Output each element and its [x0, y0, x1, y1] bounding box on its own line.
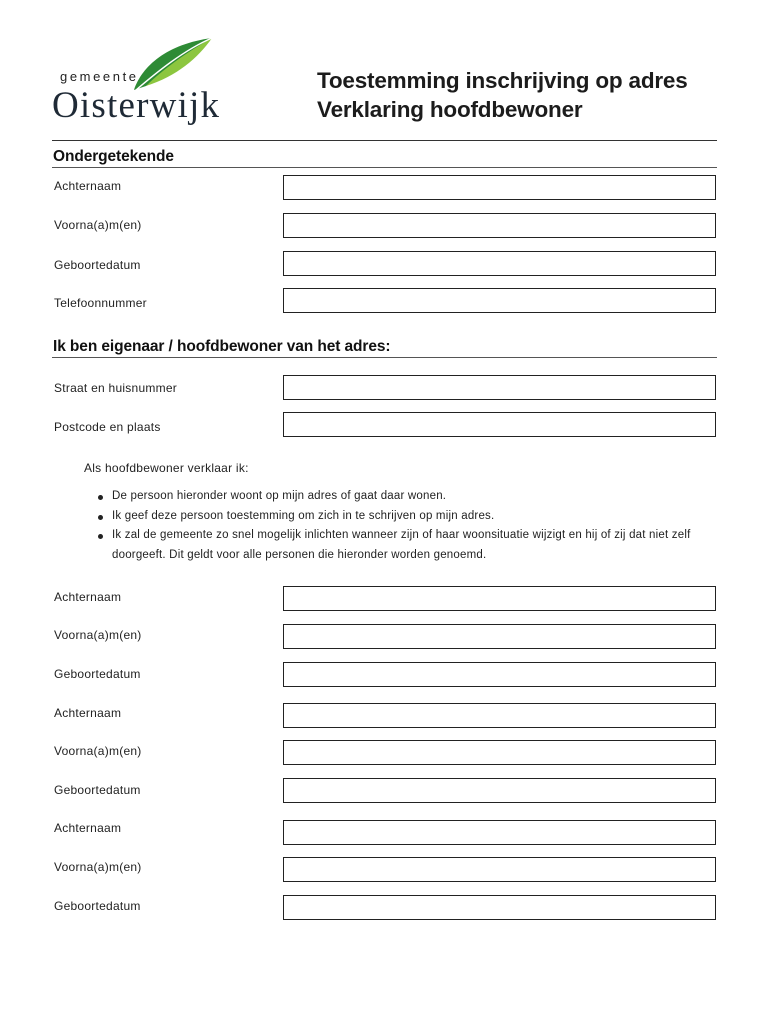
field-label: Geboortedatum: [54, 783, 141, 797]
person2-firstnames-input[interactable]: [283, 740, 716, 765]
person2-birthdate-input[interactable]: [283, 778, 716, 803]
list-item-text: De persoon hieronder woont op mijn adres of gaat daar wonen.: [112, 490, 447, 502]
person1-firstnames-input[interactable]: [283, 624, 716, 649]
field-label: Achternaam: [54, 590, 122, 604]
person3-birthdate-input[interactable]: [283, 895, 716, 920]
field-label: Geboortedatum: [54, 899, 141, 913]
list-item: [96, 526, 706, 565]
logo-small-text: gemeente: [60, 69, 139, 84]
list-item: [96, 487, 706, 507]
bullet-icon: [98, 495, 103, 500]
signee-phone-input[interactable]: [283, 288, 716, 313]
field-label: Telefoonnummer: [54, 296, 147, 310]
header-divider: [52, 140, 717, 141]
list-item: [96, 507, 706, 527]
field-label: Geboortedatum: [54, 258, 141, 272]
signee-firstnames-input[interactable]: [283, 213, 716, 238]
person3-lastname-input[interactable]: [283, 820, 716, 845]
logo-name-text: Oisterwijk: [52, 85, 221, 126]
field-label: Geboortedatum: [54, 667, 141, 681]
bullet-icon: [98, 534, 103, 539]
page-title: [317, 66, 688, 124]
person1-birthdate-input[interactable]: [283, 662, 716, 687]
list-item-text: Ik geef deze persoon toestemming om zich in te schrijven op mijn adres.: [112, 509, 495, 522]
field-label: Achternaam: [54, 821, 122, 835]
person2-lastname-input[interactable]: [283, 703, 716, 728]
section-divider: [52, 167, 717, 168]
address-postcode-input[interactable]: [283, 412, 716, 437]
declaration-list: [96, 487, 706, 565]
field-label: Achternaam: [54, 706, 122, 720]
signee-lastname-input[interactable]: [283, 175, 716, 200]
address-street-input[interactable]: [283, 375, 716, 400]
title-line-1: Toestemming inschrijving op adres: [317, 68, 688, 93]
field-label: Straat en huisnummer: [54, 381, 178, 395]
title-line-2: Verklaring hoofdbewoner: [317, 97, 583, 122]
signee-birthdate-input[interactable]: [283, 251, 716, 276]
field-label: Voorna(a)m(en): [54, 744, 142, 758]
person1-lastname-input[interactable]: [283, 586, 716, 611]
section-heading-signee: Ondergetekende: [53, 148, 174, 165]
field-label: Achternaam: [54, 179, 122, 193]
field-label: Voorna(a)m(en): [54, 628, 142, 642]
section-divider: [52, 357, 717, 358]
person3-firstnames-input[interactable]: [283, 857, 716, 882]
bullet-icon: [98, 515, 103, 520]
list-item-text: Ik zal de gemeente zo snel mogelijk inlichten wanneer zijn of haar woonsituatie wijzigt en hij of zij dat niet zelf doorgeeft. Dit geldt voor alle personen die hieronder worden genoemd.: [112, 529, 691, 561]
section-heading-address: Ik ben eigenaar / hoofdbewoner van het adres:: [53, 338, 391, 355]
municipality-logo: [52, 36, 237, 131]
field-label: Voorna(a)m(en): [54, 860, 142, 874]
field-label: Voorna(a)m(en): [54, 218, 142, 232]
field-label: Postcode en plaats: [54, 420, 161, 434]
declaration-intro: Als hoofdbewoner verklaar ik:: [84, 461, 249, 475]
